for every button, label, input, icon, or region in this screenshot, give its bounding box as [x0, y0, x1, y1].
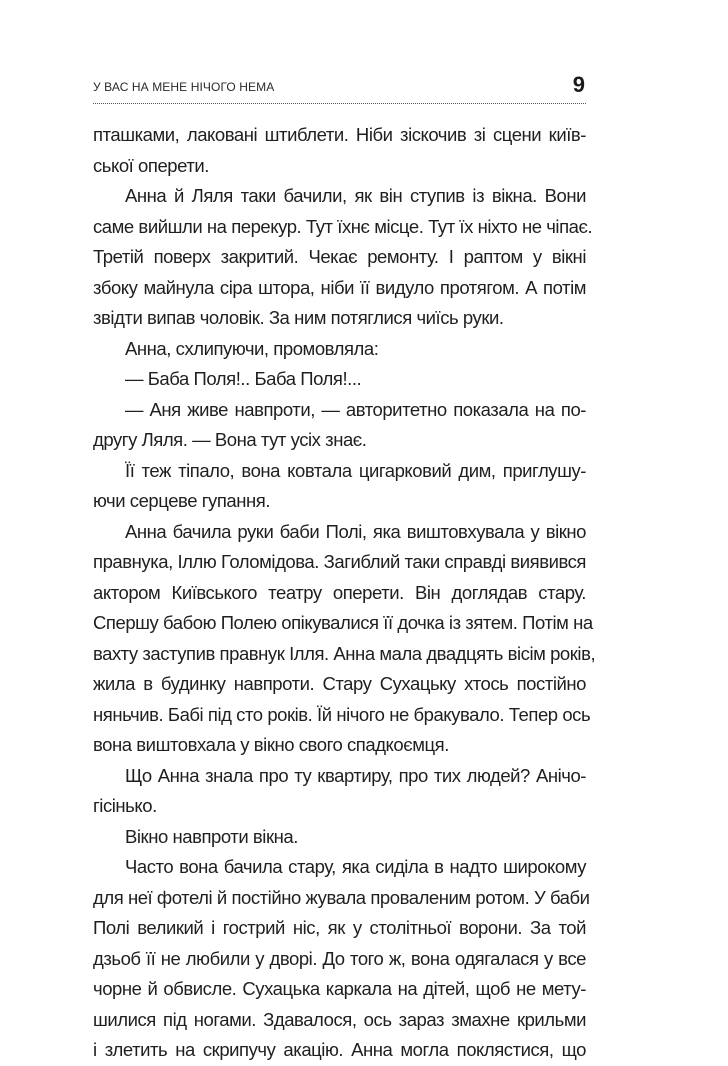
- text-line: ючи серцеве гупання.: [93, 490, 271, 511]
- text-line: — Баба Поля!.. Баба Поля!...: [125, 368, 362, 389]
- text-line: вона виштовхала у вікно свого спадкоємця.: [93, 734, 449, 755]
- text-line: актором Київського театру оперети. Він доглядав стару.: [93, 581, 586, 603]
- text-line: збоку майнула сіра штора, ніби її видуло протягом. А потім: [93, 276, 586, 298]
- text-line: і злетить на скрипучу акацію. Анна могла поклястися, що: [93, 1039, 586, 1060]
- text-line: Вікно навпроти вікна.: [125, 825, 298, 847]
- text-line: Що Анна знала про ту квартиру, про тих людей? Анічо-: [125, 764, 586, 786]
- text-line: Полі великий і гострий ніс, як у столітньої ворони. За той: [93, 917, 586, 938]
- body-text: [93, 120, 596, 1066]
- text-line: Спершу бабою Полею опікувалися її дочка із зятем. Потім на: [93, 612, 593, 633]
- text-line: Анна й Ляля таки бачили, як він ступив із вікна. Вони: [125, 185, 586, 206]
- text-line: пташками, лаковані штиблети. Ніби зіскочив зі сцени київ-: [93, 124, 586, 145]
- text-line: — Аня живе навпроти, — авторитетно показала на по-: [125, 398, 586, 420]
- text-line: другу Ляля. — Вона тут усіх знає.: [93, 429, 367, 450]
- page-number: 9: [572, 72, 585, 97]
- text-line: для неї фотелі й постійно жувала проваленим ротом. У баби: [93, 886, 590, 908]
- header-dotted-rule: [93, 103, 586, 104]
- text-line: няньчив. Бабі під сто років. Їй нічого не бракувало. Тепер ось: [93, 703, 591, 725]
- text-line: ської оперети.: [93, 154, 209, 176]
- text-line: дзьоб її не любили у дворі. До того ж, вона одягалася у все: [93, 947, 586, 969]
- text-line: гісінько.: [93, 795, 157, 816]
- text-line: правнука, Іллю Голомідова. Загиблий таки справді виявився: [93, 551, 586, 572]
- text-line: Часто вона бачила стару, яка сиділа в надто широкому: [125, 856, 586, 877]
- text-line: Третій поверх закритий. Чекає ремонту. І раптом у вікні: [93, 246, 586, 267]
- text-line: вахту заступив правнук Ілля. Анна мала двадцять вісім років,: [93, 642, 596, 664]
- running-title: У ВАС НА МЕНЕ НІЧОГО НЕМА: [93, 80, 275, 94]
- text-line: жила в будинку навпроти. Стару Сухацьку хтось постійно: [93, 673, 586, 694]
- text-line: шилися під ногами. Здавалося, ось зараз змахне крильми: [93, 1008, 586, 1030]
- text-line: Анна бачила руки баби Полі, яка виштовхувала у вікно: [125, 520, 586, 542]
- text-line: чорне й обвисле. Сухацька каркала на дітей, щоб не мету-: [93, 978, 586, 999]
- text-line: Її теж тіпало, вона ковтала цигарковий дим, приглушу-: [125, 459, 586, 481]
- text-line: Анна, схлипуючи, промовляла:: [125, 337, 379, 359]
- text-line: звідти випав чоловік. За ним потяглися чиїсь руки.: [93, 307, 504, 328]
- text-line: саме вийшли на перекур. Тут їхнє місце. Тут їх ніхто не чіпає.: [93, 215, 593, 237]
